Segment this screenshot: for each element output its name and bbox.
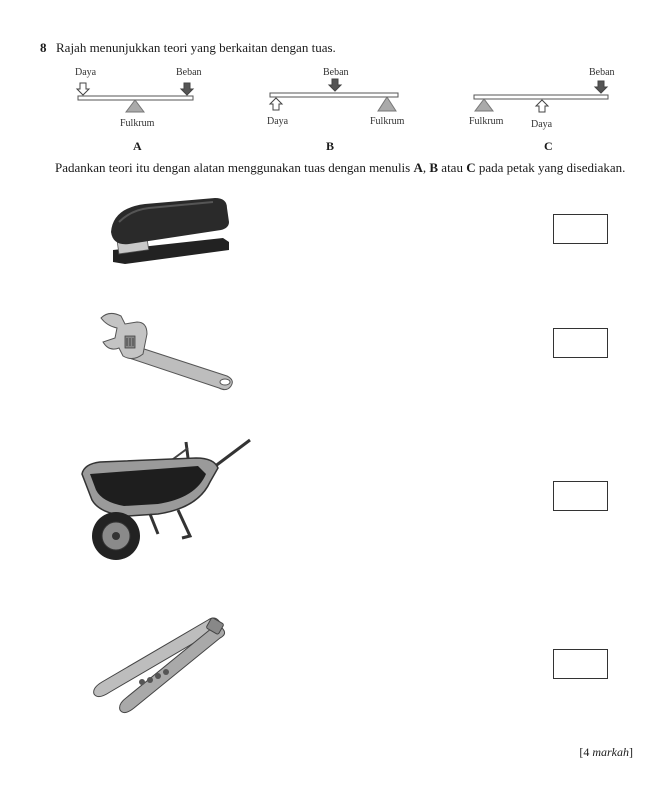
lever-c-letter: C — [544, 139, 553, 153]
lever-a-letter: A — [133, 139, 142, 153]
fulcrum-icon — [475, 99, 493, 111]
lever-a-drawing — [70, 75, 200, 115]
wrench-icon — [95, 308, 240, 393]
load-arrow-icon — [181, 83, 193, 95]
fulcrum-icon — [378, 97, 396, 111]
lever-c-daya-label: Daya — [531, 119, 553, 130]
lever-b-daya-label: Daya — [267, 116, 289, 127]
lever-b-drawing — [262, 75, 407, 115]
question-text: Rajah menunjukkan teori yang berkaitan dengan tuas. — [56, 40, 336, 55]
tongs-icon — [90, 612, 230, 722]
instruction-text: Padankan teori itu dengan alatan menggunakan tuas dengan menulis A, B atau C pada petak yang disediakan. — [55, 160, 626, 175]
answer-box-4[interactable] — [553, 649, 608, 679]
answer-box-1[interactable] — [553, 214, 608, 244]
lever-c-beban-label: Beban — [589, 67, 615, 78]
answer-box-3[interactable] — [553, 481, 608, 511]
lever-a-beban-label: Beban — [176, 67, 202, 78]
fulcrum-icon — [126, 100, 144, 112]
lever-c-fulkrum-label: Fulkrum — [469, 116, 504, 127]
effort-arrow-icon — [536, 100, 548, 112]
lever-a-fulkrum-label: Fulkrum — [120, 118, 155, 129]
lever-b-letter: B — [326, 139, 335, 153]
effort-arrow-icon — [77, 83, 89, 95]
lever-b-fulkrum-label: Fulkrum — [370, 116, 405, 127]
lever-c-drawing — [468, 75, 613, 115]
load-arrow-icon — [329, 79, 341, 91]
answer-box-2[interactable] — [553, 328, 608, 358]
load-arrow-icon — [595, 81, 607, 93]
lever-b-beban-label: Beban — [323, 67, 349, 78]
wheelbarrow-icon — [78, 428, 258, 568]
question-number: 8 — [40, 40, 47, 55]
effort-arrow-icon — [270, 98, 282, 110]
lever-a-daya-label: Daya — [75, 67, 97, 78]
marks-label: [4 markah] — [579, 745, 633, 759]
stapler-icon — [105, 192, 235, 272]
